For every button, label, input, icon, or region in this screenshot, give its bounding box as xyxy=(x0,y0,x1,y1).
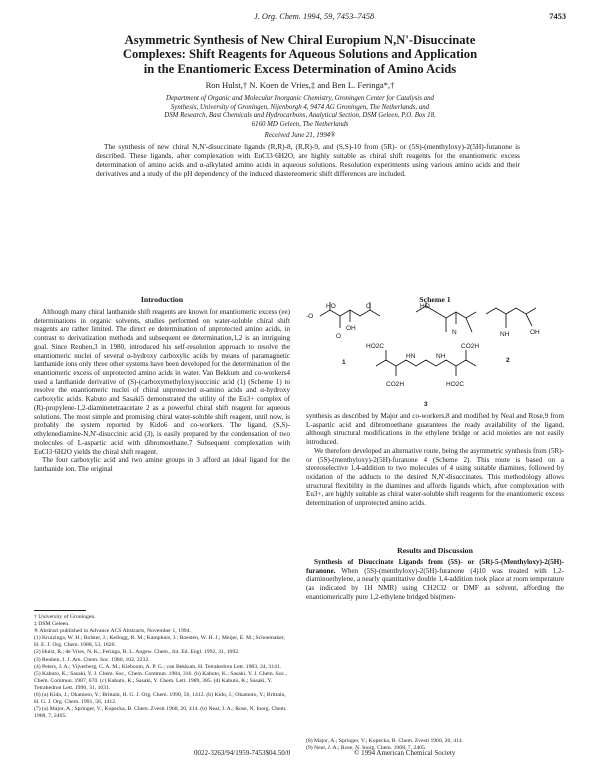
affiliation-line: Synthesis, University of Groningen, Nijenborgh 4, 9474 AG Groningen, The Netherlands, and xyxy=(170,103,430,111)
footnote-rule xyxy=(34,610,86,611)
label-hn: HN xyxy=(406,353,416,360)
label-nh: NH xyxy=(500,331,510,338)
label-o-minus: -O xyxy=(306,313,314,320)
results-paragraph-body: When (5S)-(menthyloxy)-2(5H)-furanone (4)10 was treated with 1,2-diaminoethylene, a nearly quantitative double 1,4-addition took place at room temperature (as indicated by 1H NMR) using CH2Cl2 or DMF as solvent, affording the enantiomerically pure 1,2-ethylene bridged bis(men- xyxy=(306,566,564,601)
results-paragraph-title: Synthesis of Disuccinate Ligands from (5S)- or (5R)-5-(Menthyloxy)-2(5H)-furanone. xyxy=(306,558,564,575)
results-heading: Results and Discussion xyxy=(397,546,473,555)
compound-label-1: 1 xyxy=(342,359,346,366)
right-column xyxy=(306,412,564,508)
label-ho: HO xyxy=(420,303,430,310)
affiliation-line: DSM Research, Bast Chemicals and Hydrocarbons, Analytical Section, DSM Geleen, P.O. Box 18, xyxy=(164,112,436,120)
introduction-heading: Introduction xyxy=(140,295,184,304)
authors: Ron Hulst,† N. Koen de Vries,‡ and Ben L. Feringa*,† xyxy=(205,80,395,90)
footnotes-left xyxy=(34,614,290,720)
compound-label-2: 2 xyxy=(506,357,510,364)
body-paragraph: synthesis as described by Major and co-workers,8 and modified by Neal and Rose,9 from L-aspartic acid and dibromoethane guarantees the ready availability of the ligand, although structural modifications in the ethylene bridge or acid moieties are not easily introduced. xyxy=(306,412,564,447)
body-paragraph: The four carboxylic acid and two amine groups in 3 afford an ideal ligand for the lanthanide ion. The original xyxy=(34,456,290,473)
footnote: ® Abstract published in Advance ACS Abstracts, November 1, 1994. xyxy=(34,628,191,635)
title-line: in the Enantiomeric Excess Determination of Amino Acids xyxy=(143,61,457,76)
abstract-text: The synthesis of new chiral N,N'-disuccinate ligands (R,R)-8, (R,R)-9, and (S,S)-10 from (5R)- or (5S)-(menthyloxy)-2(5H)-furanone is described. These ligands, after complexation with EuCl3·6H2O, are highly suitable as chiral shift reagents for the enantiomeric excess determination of amino acids and α-alkylated amino acids in aqueous solutions. Resolution experiments using various amino acids and their derivatives and a study of the pH dependency of the induced diastereomeric shift differences are included. xyxy=(96,142,520,178)
footnote: (5) Kabuto, K.; Sasaki, Y. J. Chem. Soc., Chem. Commun. 1984, 316. (b) Kabuto, K.; Sasaki, Y. J. Chem. Soc., Chem. Commun. 1987, 670. (c) Kabuto, K.; Sasaki, Y. Chem. Lett. 1989, 385. (d) Kabuto, K.; Sasaki, Y. Tetrahedron Lett. 1990, 31, 1031. xyxy=(34,670,287,691)
scheme-heading: Scheme 1 xyxy=(419,295,451,304)
label-o: O xyxy=(336,333,342,340)
footnote: (7) (a) Major, A.; Springer, V.; Kopecka, B. Chem. Zvesti 1968, 20, 414. (b) Neal, J. A.; Rose, N. Inorg. Chem. 1968, 7, 2405. xyxy=(34,706,287,720)
body-paragraph: Although many chiral lanthanide shift reagents are known for enantiomeric excess (ee) determinations in organic solvents, studies performed on water-soluble chiral shift reagents are rather limited. The direct ee determination of unprotected amino acids, in contrast to derivatization methods and subsequent ee determination,1,2 is an intriguing goal. Since Reuben,3 in 1980, introduced his self-resolution approach to resolve the enantiomeric nuclei of several α-hydroxy carboxylic acids by means of paramagnetic lanthanide ions only three other systems have been developed for the determination of the enantiomeric excess of unprotected amino acids in water. Van Bekkum and co-workers4 used a lanthanide derivative of (S)-(carboxymethyloxy)succinic acid (1) (Scheme 1) to resolve the enantiomeric nuclei of chiral unprotected α-amino acids and α-hydroxy carboxylic acids. Kabuto and Sasaki5 demonstrated the utility of the Eu3+ complex of (R)-propylene-1,2-diaminetetraacetate 2 as a powerful chiral shift reagent for aqueous solutions. The most simple and promising chiral water-soluble shift reagent, until now, is probably the system reported by Kido6 and co-workers. The ligand, (S,S)-ethylenediamine-N,N'-disuccinic acid (3), is easily prepared by the condensation of two molecules of L-aspartic acid with dibromoethane.7 Subsequent complexation with EuCl3·6H2O yields the chiral shift reagent. xyxy=(34,308,290,456)
affiliation xyxy=(74,95,526,129)
journal-citation: J. Org. Chem. 1994, 59, 7453–7458 xyxy=(254,12,375,21)
footnote: (2) Hulst, R.; de Vries, N. K.; Feringa, B. L. Angew. Chem., Int. Ed. Engl. 1992, 31, 1092. xyxy=(34,649,240,656)
page-number: 7453 xyxy=(549,12,566,21)
footnote: † University of Groningen. xyxy=(34,614,96,620)
compound-label-3: 3 xyxy=(424,401,428,408)
running-header xyxy=(34,12,566,24)
label-nh: NH xyxy=(436,353,446,360)
abstract xyxy=(96,143,520,179)
label-n: N xyxy=(452,329,457,336)
body-paragraph: We therefore developed an alternative route, being the asymmetric synthesis from (5R)- or (5S)-(menthyloxy)-2(5H)-furanone 4 (Scheme 2). This route is based on a stereoselective 1,4-addition to two molecules of 4 using suitable diamines, followed by oxidation of the adducts to the desired N,N'-disuccinates. This methodology allows structural flexibility in the diamines and affords ligands which, after complexation with Eu3+, are highly suitable as chiral water-soluble shift reagents for the enantiomeric excess determination of unprotected amino acids. xyxy=(306,446,564,508)
results-column xyxy=(306,558,564,602)
footnote: ‡ DSM Geleen. xyxy=(34,621,70,628)
article-title xyxy=(60,33,540,76)
left-column xyxy=(34,308,290,474)
label-oh: OH xyxy=(530,329,540,336)
footnote: (6) (a) Kido, J.; Okamoto, Y.; Brittain, H. G. J. Org. Chem. 1990, 56, 1412. (b) Kido, J.; Okamoto, Y.; Brittain, H. G. J. Org. Chem. 1991, 56, 1412. xyxy=(34,692,286,706)
label-ho2c: HO2C xyxy=(446,381,465,388)
label-ho: HO xyxy=(326,303,336,310)
label-oh: OH xyxy=(346,325,356,332)
scheme-1-structures xyxy=(306,302,564,412)
label-co2h: CO2H xyxy=(461,343,480,350)
article-code: 0022-3263/94/1959-7453$04.50/0 xyxy=(194,749,291,757)
title-line: Asymmetric Synthesis of New Chiral Europium N,N'-Disuccinate xyxy=(124,33,476,47)
footnote: (1) Kruizinga, W. H.; Bolster, J.; Kellogg, R. M.; Kamphuis, J.; Boesten, W. H. J.; Meijer, E. M.; Schoemaker, H. E. J. Org. Chem. 1988, 53, 1826. xyxy=(34,635,285,649)
label-co2h: CO2H xyxy=(386,381,405,388)
received-date: Received June 21, 1994® xyxy=(264,132,336,139)
label-o: O xyxy=(366,303,372,310)
results-paragraph xyxy=(306,558,564,602)
footnote: (9) Neal, J. A.; Rose, N. Inorg. Chem. 1968, 7, 2405. xyxy=(306,745,427,752)
label-ho2c: HO2C xyxy=(366,343,385,350)
footnote: (8) Major, A.; Springer, V.; Kopecka, B. Chem. Zvesti 1968, 20, 414. xyxy=(306,738,464,744)
affiliation-line: 6160 MD Geleen, The Netherlands xyxy=(251,120,349,128)
footnote: (4) Peters, J. A.; Vijverberg, C. A. M.; Kieboom, A. P. G.; van Bekkum, H. Tetrahedron Lett. 1983, 24, 3141. xyxy=(34,663,282,670)
title-line: Complexes: Shift Reagents for Aqueous Solutions and Application xyxy=(122,47,478,62)
copyright: © 1994 American Chemical Society xyxy=(354,749,456,757)
affiliation-line: Department of Organic and Molecular Inorganic Chemistry, Groningen Center for Catalysis and xyxy=(166,95,434,102)
footnote: (3) Reuben, J. J. Am. Chem. Soc. 1980, 102, 2232. xyxy=(34,656,150,663)
